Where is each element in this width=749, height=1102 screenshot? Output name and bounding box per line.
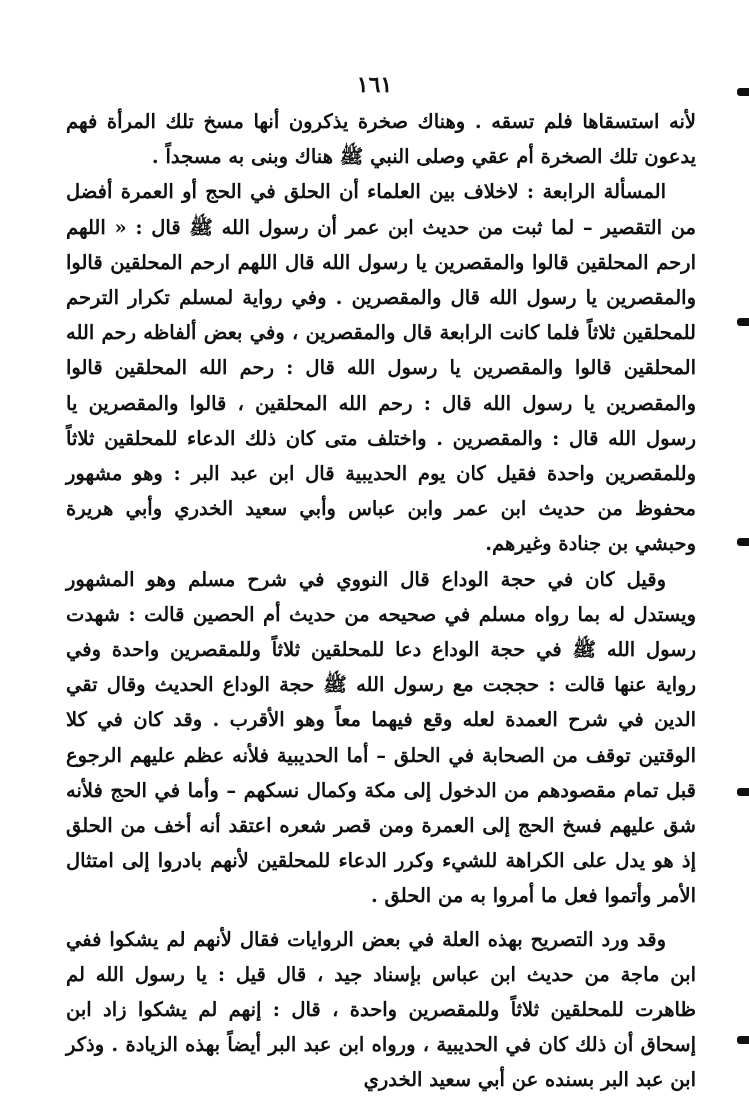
binding-mark	[737, 88, 749, 96]
binding-mark	[737, 788, 749, 796]
binding-mark	[737, 1036, 749, 1044]
binding-mark	[737, 318, 749, 326]
page-number: ١٦١	[356, 72, 393, 98]
binding-mark	[737, 538, 749, 546]
paragraph: المسألة الرابعة : لاخلاف بين العلماء أن الحلق في الحج أو العمرة أفضل من التقصير – لما ثبت من حديث ابن عمر أن رسول الله ﷺ قال : « اللهم ارحم المحلقين قالوا والمقصرين يا رسول الله قال اللهم ارحم المحلقين قالوا والمقصرين يا رسول الله قال والمقصرين . وفي رواية لمسلم تكرار الترحم للمحلقين ثلاثاً فلما كانت الرابعة قال والمقصرين ، وفي بعض ألفاظه رحم الله المحلقين قالوا والمقصرين يا رسول الله قال : رحم الله المحلقين قالوا والمقصرين يا رسول الله قال : رحم الله المحلقين ، قالوا والمقصرين يا رسول الله قال : والمقصرين . واختلف متى كان ذلك الدعاء للمحلقين ثلاثاً وللمقصرين واحدة فقيل كان يوم الحديبية قال ابن عبد البر : وهو مشهور محفوظ من حديث ابن عمر وابن عباس وأبي سعيد الخدري وأبي هريرة وحبشي بن جنادة وغيرهم.	[66, 180, 696, 556]
body-text	[66, 104, 696, 1098]
paragraph: وقيل كان في حجة الوداع قال النووي في شرح مسلم وهو المشهور ويستدل له بما رواه مسلم في صحيحه من حديث أم الحصين قالت : شهدت رسول الله ﷺ في حجة الوداع دعا للمحلقين ثلاثاً وللمقصرين واحدة وفي رواية عنها قالت : حججت مع رسول الله ﷺ حجة الوداع الحديث وقال تقي الدين في شرح العمدة لعله وقع فيهما معاً وهو الأقرب . وقد كان في كلا الوقتين توقف من الصحابة في الحلق – أما الحديبية فلأنه عظم عليهم الرجوع قبل تمام مقصودهم من الدخول إلى مكة وكمال نسكهم – وأما في الحج فلأنه شق عليهم فسخ الحج إلى العمرة ومن قصر شعره اعتقد أنه أخف من الحلق إذ هو يدل على الكراهة للشيء وكرر الدعاء للمحلقين لأنهم بادروا إلى امتثال الأمر وأتموا فعل ما أمروا به من الحلق .	[66, 567, 696, 908]
paragraph: وقد ورد التصريح بهذه العلة في بعض الروايات فقال لأنهم لم يشكوا ففي ابن ماجة من حديث ابن عباس بإسناد جيد ، قال قيل : يا رسول الله لم ظاهرت للمحلقين ثلاثاً وللمقصرين واحدة ، قال : إنهم لم يشكوا زاد ابن إسحاق أن ذلك كان في الحديبية ، ورواه ابن عبد البر أيضاً بهذه الزيادة . وذكر ابن عبد البر بسنده عن أبي سعيد الخدري	[66, 927, 696, 1092]
paragraph: لأنه استسقاها فلم تسقه . وهناك صخرة يذكرون أنها مسخ تلك المرأة فهم يدعون تلك الصخرة أم عقي وصلى النبي ﷺ هناك وبنى به مسجداً .	[66, 110, 696, 169]
